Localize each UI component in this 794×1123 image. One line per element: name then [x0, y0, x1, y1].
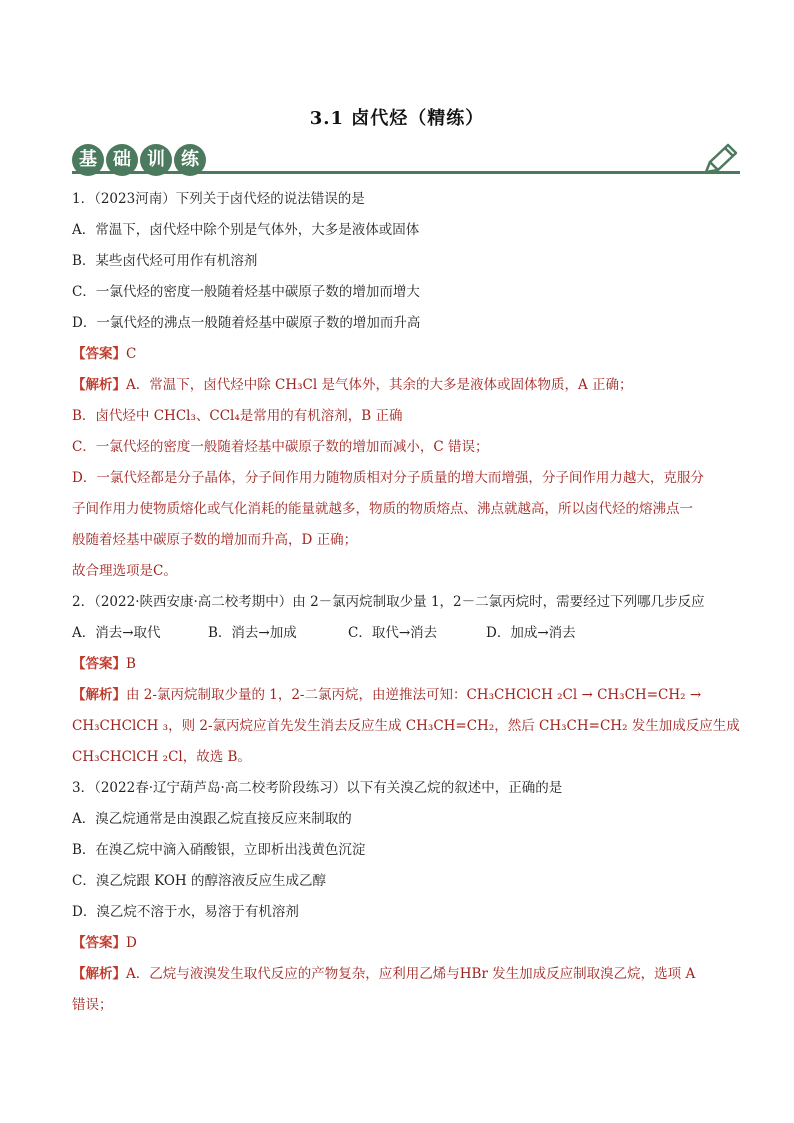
answer-label: 【答案】: [72, 346, 126, 362]
question-1-analysis-line: 般随着烃基中碳原子数的增加而升高，D 正确；: [72, 532, 358, 548]
question-1-option-b: B．某些卤代烃可用作有机溶剂: [72, 253, 258, 269]
question-2-analysis-line: CH₃CHClCH ₂Cl，故选 B。: [72, 749, 251, 765]
question-1-analysis-line: B．卤代烃中 CHCl₃、CCl₄是常用的有机溶剂，B 正确: [72, 408, 403, 424]
banner-underline: [72, 171, 740, 174]
question-1-option-a: A．常温下，卤代烃中除个别是气体外，大多是液体或固体: [72, 222, 420, 238]
question-1-analysis-line: C．一氯代烃的密度一般随着烃基中碳原子数的增加而减小，C 错误；: [72, 439, 489, 455]
answer-value: D: [126, 935, 137, 951]
banner-char: 练: [174, 144, 206, 176]
answer-value: B: [126, 656, 136, 672]
answer-label: 【答案】: [72, 656, 126, 672]
question-2-answer: [72, 649, 722, 680]
question-3-analysis-line: 错误；: [72, 997, 113, 1013]
analysis-label: 【解析】: [72, 377, 126, 393]
question-content: [72, 184, 740, 1021]
pencil-icon: [700, 142, 740, 178]
question-1-answer: [72, 339, 722, 370]
banner-char: 基: [72, 144, 104, 176]
question-1-analysis-line: [72, 370, 722, 401]
answer-value: C: [126, 346, 137, 362]
question-2-analysis-line: CH₃CHClCH ₃，则 2-氯丙烷应首先发生消去反应生成 CH₃CH=CH₂，然后 CH₃CH=CH₂ 发生加成反应生成: [72, 718, 740, 734]
question-1-analysis-line: D．一氯代烃都是分子晶体，分子间作用力随物质相对分子质量的增大而增强，分子间作用力越大，克服分: [72, 470, 704, 486]
analysis-label: 【解析】: [72, 966, 126, 982]
banner-char: 础: [106, 144, 138, 176]
answer-label: 【答案】: [72, 935, 126, 951]
question-3-analysis-line: [72, 959, 722, 990]
question-3-option-a: A．溴乙烷通常是由溴跟乙烷直接反应来制取的: [72, 811, 352, 827]
question-3-option-b: B．在溴乙烷中滴入硝酸银，立即析出浅黄色沉淀: [72, 842, 366, 858]
question-1-stem: 1．（2023河南）下列关于卤代烃的说法错误的是: [72, 191, 365, 207]
question-3-option-c: C．溴乙烷跟 KOH 的醇溶液反应生成乙醇: [72, 873, 326, 889]
analysis-text: A．常温下，卤代烃中除 CH₃Cl 是气体外，其余的大多是液体或固体物质，A 正确；: [126, 377, 633, 393]
question-2-option-a: A．消去→取代: [72, 625, 161, 641]
section-banner: [72, 142, 740, 178]
question-2-options: [72, 618, 722, 649]
question-3-option-d: D．溴乙烷不溶于水，易溶于有机溶剂: [72, 904, 299, 920]
page-title: 3.1 卤代烃（精练）: [309, 108, 485, 129]
question-2-option-c: C．取代→消去: [348, 625, 438, 641]
question-2-option-b: B．消去→加成: [208, 625, 297, 641]
question-2-analysis-line: [72, 680, 722, 711]
question-1-option-d: D．一氯代烃的沸点一般随着烃基中碳原子数的增加而升高: [72, 315, 421, 331]
question-1-option-c: C．一氯代烃的密度一般随着烃基中碳原子数的增加而增大: [72, 284, 420, 300]
question-2-option-d: D．加成→消去: [486, 625, 576, 641]
question-3-answer: [72, 928, 722, 959]
analysis-label: 【解析】: [72, 687, 126, 703]
analysis-text: A．乙烷与液溴发生取代反应的产物复杂，应利用乙烯与HBr 发生加成反应制取溴乙烷，选项 A: [126, 966, 696, 982]
banner-char: 训: [140, 144, 172, 176]
question-1-analysis-line: 子间作用力使物质熔化或气化消耗的能量就越多，物质的物质熔点、沸点就越高，所以卤代烃的熔沸点一: [72, 501, 693, 517]
question-2-stem: 2．（2022·陕西安康·高二校考期中）由 2－氯丙烷制取少量 1，2－二氯丙烷时，需要经过下列哪几步反应: [72, 594, 705, 610]
question-3-stem: 3．（2022春·辽宁葫芦岛·高二校考阶段练习）以下有关溴乙烷的叙述中，正确的是: [72, 780, 563, 796]
analysis-text: 由 2-氯丙烷制取少量的 1，2-二氯丙烷，由逆推法可知：CH₃CHClCH ₂Cl → CH₃CH=CH₂ →: [126, 687, 702, 703]
question-1-conclusion: 故合理选项是C。: [72, 563, 177, 579]
